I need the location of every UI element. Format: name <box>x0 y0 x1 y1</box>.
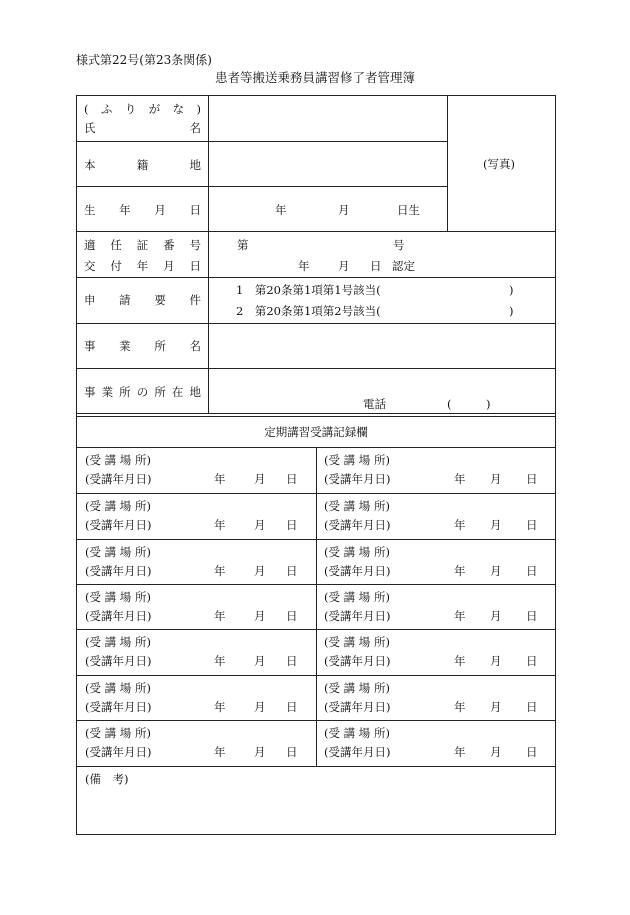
record-place-label: (受 講 場 所) <box>85 726 151 740</box>
domicile-label: 本籍地 <box>84 158 201 172</box>
record-month-unit: 月 <box>490 745 502 759</box>
registry-form <box>76 95 556 835</box>
record-place-label: (受 講 場 所) <box>324 681 390 695</box>
approval-label: 認定 <box>392 259 415 273</box>
record-date-label: (受講年月日) <box>85 518 152 532</box>
office-name-label: 事業所名 <box>84 339 201 353</box>
record-day-unit: 日 <box>286 609 298 623</box>
record-place-label: (受 講 場 所) <box>324 545 390 559</box>
record-month-unit: 月 <box>490 654 502 668</box>
cert-number-suffix: 号 <box>393 238 405 252</box>
record-year-unit: 年 <box>214 609 226 623</box>
record-month-unit: 月 <box>490 472 502 486</box>
record-month-unit: 月 <box>254 654 266 668</box>
record-place-label: (受 講 場 所) <box>324 499 390 513</box>
record-month-unit: 月 <box>254 700 266 714</box>
record-date-label: (受講年月日) <box>85 745 152 759</box>
record-day-unit: 日 <box>286 745 298 759</box>
birth-date-label: 生年月日 <box>84 203 201 217</box>
record-year-unit: 年 <box>214 745 226 759</box>
record-year-unit: 年 <box>454 609 466 623</box>
form-number: 様式第22号(第23条関係) <box>76 53 212 67</box>
record-date-label: (受講年月日) <box>324 472 391 486</box>
record-date-label: (受講年月日) <box>85 609 152 623</box>
record-date-label: (受講年月日) <box>85 654 152 668</box>
record-year-unit: 年 <box>214 472 226 486</box>
requirement-label: 申請要件 <box>84 293 201 307</box>
record-month-unit: 月 <box>490 609 502 623</box>
record-year-unit: 年 <box>454 700 466 714</box>
record-day-unit: 日 <box>526 518 538 532</box>
record-place-label: (受 講 場 所) <box>324 453 390 467</box>
record-year-unit: 年 <box>454 518 466 532</box>
record-place-label: (受 講 場 所) <box>85 499 151 513</box>
record-year-unit: 年 <box>214 564 226 578</box>
record-day-unit: 日 <box>286 518 298 532</box>
record-year-unit: 年 <box>454 564 466 578</box>
photo-placeholder: (写真) <box>483 157 515 171</box>
issue-month-unit: 月 <box>338 259 350 273</box>
record-day-unit: 日 <box>526 472 538 486</box>
record-place-label: (受 講 場 所) <box>324 635 390 649</box>
record-year-unit: 年 <box>454 472 466 486</box>
office-address-label: 事業所の所在地 <box>84 385 201 399</box>
cert-number-label: 適任証番号 <box>84 238 201 252</box>
record-date-label: (受講年月日) <box>324 700 391 714</box>
record-place-label: (受 講 場 所) <box>85 681 151 695</box>
furigana-label: (ふりがな) <box>84 102 201 116</box>
record-year-unit: 年 <box>214 654 226 668</box>
rule <box>77 368 555 369</box>
rule <box>77 186 447 187</box>
record-date-label: (受講年月日) <box>324 518 391 532</box>
rule <box>77 413 555 414</box>
remarks-label: (備 考) <box>85 772 129 786</box>
record-month-unit: 月 <box>254 518 266 532</box>
rule <box>77 766 555 767</box>
record-place-label: (受 講 場 所) <box>324 726 390 740</box>
record-month-unit: 月 <box>254 609 266 623</box>
record-date-label: (受講年月日) <box>324 654 391 668</box>
rule <box>208 96 209 413</box>
phone-paren-open: ( <box>447 397 452 411</box>
record-month-unit: 月 <box>254 745 266 759</box>
record-date-label: (受講年月日) <box>324 609 391 623</box>
issue-year-unit: 年 <box>298 259 310 273</box>
rule <box>77 277 555 278</box>
requirement-option-2: 2 第20条第1項第2号該当( <box>236 304 381 318</box>
record-month-unit: 月 <box>254 472 266 486</box>
record-date-label: (受講年月日) <box>324 745 391 759</box>
rule <box>447 96 448 231</box>
requirement-close-2: ) <box>509 304 514 318</box>
record-year-unit: 年 <box>214 700 226 714</box>
record-date-label: (受講年月日) <box>324 564 391 578</box>
record-month-unit: 月 <box>490 518 502 532</box>
record-day-unit: 日 <box>286 654 298 668</box>
record-day-unit: 日 <box>286 564 298 578</box>
record-place-label: (受 講 場 所) <box>85 545 151 559</box>
record-date-label: (受講年月日) <box>85 700 152 714</box>
record-month-unit: 月 <box>490 564 502 578</box>
cert-number-prefix: 第 <box>237 238 249 252</box>
rule <box>77 141 447 142</box>
record-year-unit: 年 <box>454 654 466 668</box>
record-month-unit: 月 <box>490 700 502 714</box>
record-year-unit: 年 <box>214 518 226 532</box>
record-day-unit: 日 <box>526 609 538 623</box>
birth-month-unit: 月 <box>338 203 350 217</box>
issue-date-label: 交付年月日 <box>84 259 201 273</box>
requirement-close-1: ) <box>509 283 514 297</box>
record-place-label: (受 講 場 所) <box>85 635 151 649</box>
rule <box>77 231 555 232</box>
record-day-unit: 日 <box>286 700 298 714</box>
record-place-label: (受 講 場 所) <box>324 590 390 604</box>
record-day-unit: 日 <box>526 700 538 714</box>
record-day-unit: 日 <box>526 745 538 759</box>
requirement-option-1: 1 第20条第1項第1号該当( <box>236 283 381 297</box>
record-month-unit: 月 <box>254 564 266 578</box>
record-day-unit: 日 <box>286 472 298 486</box>
birth-year-unit: 年 <box>275 203 287 217</box>
document-title: 患者等搬送乗務員講習修了者管理簿 <box>214 70 415 85</box>
record-date-label: (受講年月日) <box>85 472 152 486</box>
record-place-label: (受 講 場 所) <box>85 590 151 604</box>
phone-paren-close: ) <box>486 397 491 411</box>
rule <box>316 447 317 766</box>
records-section-title: 定期講習受講記録欄 <box>264 425 368 439</box>
record-day-unit: 日 <box>526 654 538 668</box>
issue-day-unit: 日 <box>370 259 382 273</box>
birth-day-unit: 日生 <box>397 203 420 217</box>
record-day-unit: 日 <box>526 564 538 578</box>
record-date-label: (受講年月日) <box>85 564 152 578</box>
record-year-unit: 年 <box>454 745 466 759</box>
rule <box>77 416 555 417</box>
rule <box>77 323 555 324</box>
name-label: 氏名 <box>84 121 201 135</box>
record-place-label: (受 講 場 所) <box>85 453 151 467</box>
phone-label: 電話 <box>363 397 386 411</box>
